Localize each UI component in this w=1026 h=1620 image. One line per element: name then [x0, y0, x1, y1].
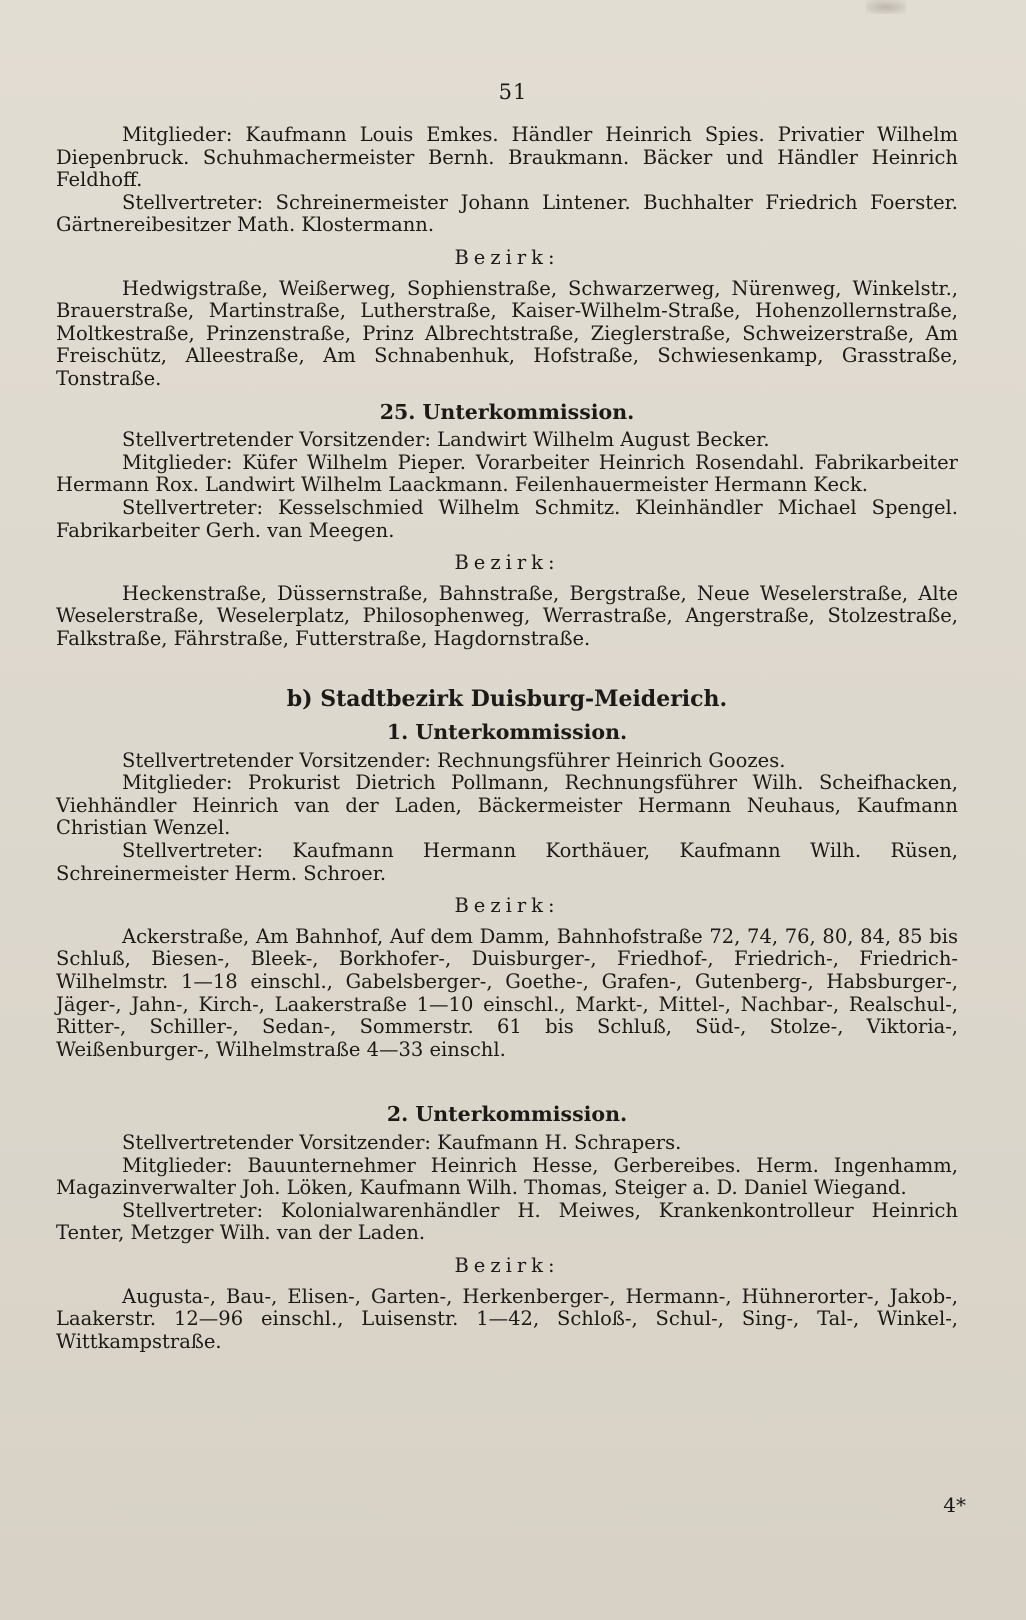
paragraph: Heckenstraße, Düssernstraße, Bahnstraße, Bergstraße, Neue Weselerstraße, Alte Weselerstraße, Weselerplatz, Philosophenweg, Werrastraße, Angerstraße, Stolzestraße, Falkstraße, Fährstraße, Futterstraße, Hagdornstraße. — [56, 581, 958, 650]
ink-smudge — [866, 0, 906, 14]
page-body — [56, 124, 958, 1353]
bezirk-heading: Bezirk: — [454, 245, 560, 269]
paragraph: Mitglieder: Prokurist Dietrich Pollmann, Rechnungsführer Wilh. Scheifhacken, Viehhändler Heinrich van der Laden, Bäckermeister Hermann Neuhaus, Kaufmann Christian Wenzel. — [56, 771, 958, 840]
paragraph: Hedwigstraße, Weißerweg, Sophienstraße, Schwarzerweg, Nürenweg, Winkelstr., Brauerstraße, Martinstraße, Lutherstraße, Kaiser-Wilhelm-Straße, Hohenzollernstraße, Moltkestraße, Prinzenstraße, Prinz Albrechtstraße, Zieglerstraße, Schweizerstraße, Am Freischütz, Alleestraße, Am Schnabenhuk, Hofstraße, Schwiesenkamp, Grasstraße, Tonstraße. — [56, 276, 958, 390]
signature-mark: 4* — [943, 1493, 966, 1517]
paragraph: Mitglieder: Kaufmann Louis Emkes. Händler Heinrich Spies. Privatier Wilhelm Diepenbruck. Schuhmachermeister Bernh. Braukmann. Bäcker und Händler Heinrich Feldhoff. — [56, 123, 958, 192]
bezirk-heading: Bezirk: — [454, 1253, 560, 1277]
subcommission-heading: 25. Unterkommission. — [379, 399, 635, 424]
page-number: 51 — [498, 80, 528, 104]
subcommission-heading: 1. Unterkommission. — [386, 720, 628, 745]
paragraph: Stellvertretender Vorsitzender: Landwirt Wilhelm August Becker. — [122, 428, 770, 452]
paragraph: Stellvertreter: Kesselschmied Wilhelm Schmitz. Kleinhändler Michael Spengel. Fabrikarbeiter Gerh. van Meegen. — [56, 495, 958, 542]
bezirk-heading: Bezirk: — [454, 894, 560, 918]
paragraph: Augusta-, Bau-, Elisen-, Garten-, Herkenberger-, Hermann-, Hühnerorter-, Jakob-, Laakerstr. 12—96 einschl., Luisenstr. 1—42, Schloß-, Schul-, Sing-, Tal-, Winkel-, Wittkampstraße. — [56, 1284, 958, 1353]
paragraph: Stellvertretender Vorsitzender: Kaufmann H. Schrapers. — [122, 1130, 682, 1154]
paragraph: Mitglieder: Bauunternehmer Heinrich Hesse, Gerbereibes. Herm. Ingenhamm, Magazinverwalter Joh. Löken, Kaufmann Wilh. Thomas, Steiger a. D. Daniel Wiegand. — [56, 1153, 958, 1200]
bezirk-heading: Bezirk: — [454, 551, 560, 575]
paragraph: Stellvertreter: Schreinermeister Johann Lintener. Buchhalter Friedrich Foerster. Gärtnereibesitzer Math. Klostermann. — [56, 190, 958, 237]
paragraph: Stellvertretender Vorsitzender: Rechnungsführer Heinrich Goozes. — [122, 748, 786, 772]
subcommission-heading: 2. Unterkommission. — [386, 1102, 628, 1127]
paragraph: Stellvertreter: Kaufmann Hermann Korthäuer, Kaufmann Wilh. Rüsen, Schreinermeister Herm. Schroer. — [56, 839, 958, 885]
spacer — [56, 1061, 958, 1093]
section-heading: b) Stadtbezirk Duisburg-Meiderich. — [286, 686, 728, 713]
paragraph: Ackerstraße, Am Bahnhof, Auf dem Damm, Bahnhofstraße 72, 74, 76, 80, 84, 85 bis Schluß, Biesen-, Bleek-, Borkhofer-, Duisburger-, Friedhof-, Friedrich-, Friedrich-Wilhelmstr. 1—18 einschl., Gabelsberger-, Goethe-, Grafen-, Gutenberg-, Habsburger-, Jäger-, Jahn-, Kirch-, Laakerstraße 1—10 einschl., Markt-, Mittel-, Nachbar-, Realschul-, Ritter-, Schiller-, Sedan-, Sommerstr. 61 bis Schluß, Süd-, Stolze-, Viktoria-, Weißenburger-, Wilhelmstraße 4—33 einschl. — [56, 924, 958, 1061]
paragraph: Mitglieder: Küfer Wilhelm Pieper. Vorarbeiter Heinrich Rosendahl. Fabrikarbeiter Hermann Rox. Landwirt Wilhelm Laackmann. Feilenhauermeister Hermann Keck. — [56, 450, 958, 497]
paragraph: Stellvertreter: Kolonialwarenhändler H. Meiwes, Krankenkontrolleur Heinrich Tenter, Metzger Wilh. van der Laden. — [56, 1198, 958, 1245]
